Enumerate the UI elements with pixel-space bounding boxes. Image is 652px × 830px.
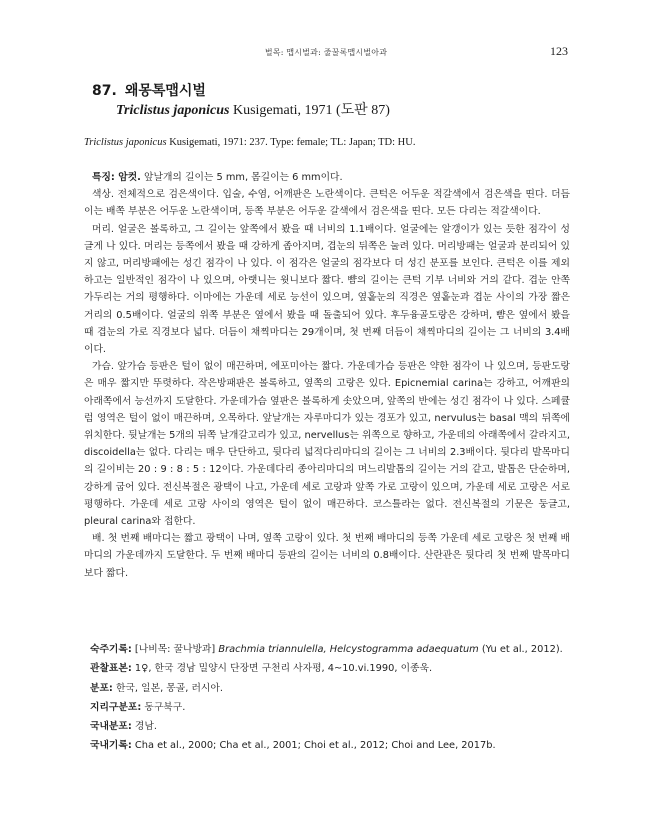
feature-text: 앞날개의 길이는 5 mm, 몸길이는 6 mm이다.: [144, 172, 343, 183]
head-paragraph: 머리. 얼굴은 볼록하고, 그 길이는 앞쪽에서 봤을 때 너비의 1.1배이다. 얼굴에는 알갱이가 있는 듯한 점각이 성글게 나 있다. 머리는 등쪽에서 봤을 때 강하게 좁아지며, 겹눈의 뒤쪽은 눌려 있다. 머리방패는 얼굴과 분리되어 있지 않고, 머리방패에는 성긴 점각이 나 있다. 이 점각은 얼굴의 점각보다 더 성긴 분포를 보인다. 큰턱은 이를 제외하고는 일반적인 점각이 나 있으며, 아랫니는 윗니보다 짧다. 뺨의 길이는 큰턱 기부 너비와 거의 같다. 겹눈 안쪽 가두리는 거의 평행하다. 이마에는 가운데 세로 능선이 있으며, 옆홑눈의 직경은 옆홑눈과 겹눈 사이의 가장 짧은 거리의 0.5배이다. 얼굴의 위쪽 부분은 옆에서 봤을 때 돌출되어 있다. 후두융골도랑은 강하며, 뺨은 옆에서 봤을 때 겹눈의 가로 직경보다 넓다. 더듬이 채찍마디는 29개이며, 첫 번째 더듬이 채찍마디의 길이는 그 너비의 3.4배이다.: [84, 223, 570, 356]
region-row: [84, 698, 584, 717]
host-reference: (Yu et al., 2012).: [481, 644, 563, 655]
description-paragraph: [84, 169, 570, 186]
domestic-distribution-text: 경남.: [134, 721, 157, 733]
synonymy-text: Kusigemati, 1971: 237. Type: female; TL: Japan; TD: HU.: [169, 137, 416, 148]
domestic-records-label: 국내기록:: [90, 740, 132, 752]
domestic-records-row: [84, 736, 584, 755]
distribution-text: 한국, 일본, 몽골, 러시아.: [115, 682, 223, 694]
color-paragraph: 색상. 전체적으로 검은색이다. 입술, 수염, 어깨판은 노란색이다. 큰턱은 어두운 적갈색에서 검은색을 띤다. 더듬이는 배쪽 부분은 어두운 노란색이며, 등쪽 부분은 어두운 갈색에서 검은색을 띤다. 모든 다리는 적갈색이다.: [84, 189, 570, 218]
synonymy-name: Triclistus japonicus: [84, 137, 167, 148]
species-heading: [92, 80, 206, 100]
distribution-row: [84, 679, 584, 698]
host-record-row: [84, 640, 584, 659]
domestic-distribution-label: 국내분포:: [90, 721, 132, 733]
species-scientific-line: [116, 99, 390, 119]
specimen-text: 1♀, 한국 경남 밀양시 단장면 구천리 사자평, 4~10.vi.1990, 이종욱.: [134, 663, 433, 675]
host-record-label: 숙주기록:: [90, 644, 132, 655]
domestic-distribution-row: [84, 717, 584, 736]
page-number: 123: [550, 44, 568, 58]
species-scientific-name: Triclistus japonicus: [116, 103, 230, 118]
region-label: 지리구분포:: [90, 701, 142, 713]
species-number: 87.: [92, 83, 117, 99]
thorax-paragraph: 가슴. 앞가슴 등판은 털이 없이 매끈하며, 에포미아는 짧다. 가운데가슴 등판은 약한 점각이 나 있으며, 등판도랑은 매우 짧지만 뚜렷하다. 작은방패판은 볼록하고, 옆쪽의 고랑은 있다. Epicnemial carina는 강하고, 어깨판의 아래쪽에서 능선까지 도달한다. 가운데가슴 옆판은 볼록하게 솟았으며, 앞쪽의 반에는 성긴 점각이 나 있다. 스페큘럼 영역은 털이 없이 매끈하며, 오목하다. 앞날개는 자루마디가 있는 경포가 있고, nervulus는 basal 맥의 뒤쪽에 위치한다. 뒷날개는 5개의 뒤쪽 날개갈고리가 있고, nervellus는 위쪽으로 향하고, 가운데의 아래쪽에서 갈라지고, discoidella는 없다. 다리는 매우 단단하고, 뒷다리 넓적다리마디의 길이는 그 너비의 2.3배이다. 뒷다리 발목마디의 길이비는 20 : 9 : 8 : 5 : 12이다. 가운데다리 종아리마디의 며느리발톱의 길이는 거의 같고, 발톱은 단순하며, 강하게 굽어 있다. 전신복절은 광택이 나고, 가운데 세로 고랑과 앞쪽 가로 고랑이 있으며, 가운데 세로 고랑은 서로 평행하다. 가운데 세로 고랑 사이의 영역은 털이 없이 매끈하다. 코스틀라는 없다. 전신복절의 기문은 둥글고, pleural carina와 접한다.: [84, 361, 570, 528]
abdomen-paragraph: 배. 첫 번째 배마디는 짧고 광택이 나며, 옆쪽 고랑이 있다. 첫 번째 배마디의 등쪽 가운데 세로 고랑은 첫 번째 배마디의 가운데까지 도달한다. 두 번째 배마디 등판의 길이는 너비의 0.8배이다. 산란관은 뒷다리 첫 번째 발목마디보다 짧다.: [84, 533, 570, 579]
running-head: 벌목: 맵시벌과: 줄꿀록맵시벌아과: [264, 48, 388, 57]
species-korean-name: 왜몽톡맵시벌: [124, 83, 206, 99]
host-species: Brachmia triannulella, Helcystogramma adaequatum: [218, 644, 479, 655]
species-author: Kusigemati, 1971 (도판 87): [232, 103, 390, 118]
host-order: [나비목: 꿀나방과]: [134, 644, 216, 655]
feature-label: 특징: 암컷.: [92, 172, 141, 183]
domestic-records-text: Cha et al., 2000; Cha et al., 2001; Choi et al., 2012; Choi and Lee, 2017b.: [134, 740, 496, 752]
records-section: [84, 640, 584, 756]
distribution-label: 분포:: [90, 682, 113, 694]
specimen-row: [84, 659, 584, 678]
description-body: [84, 169, 570, 582]
region-text: 동구북구.: [144, 701, 186, 713]
synonymy-line: [84, 137, 415, 148]
specimen-label: 관찰표본:: [90, 663, 132, 675]
